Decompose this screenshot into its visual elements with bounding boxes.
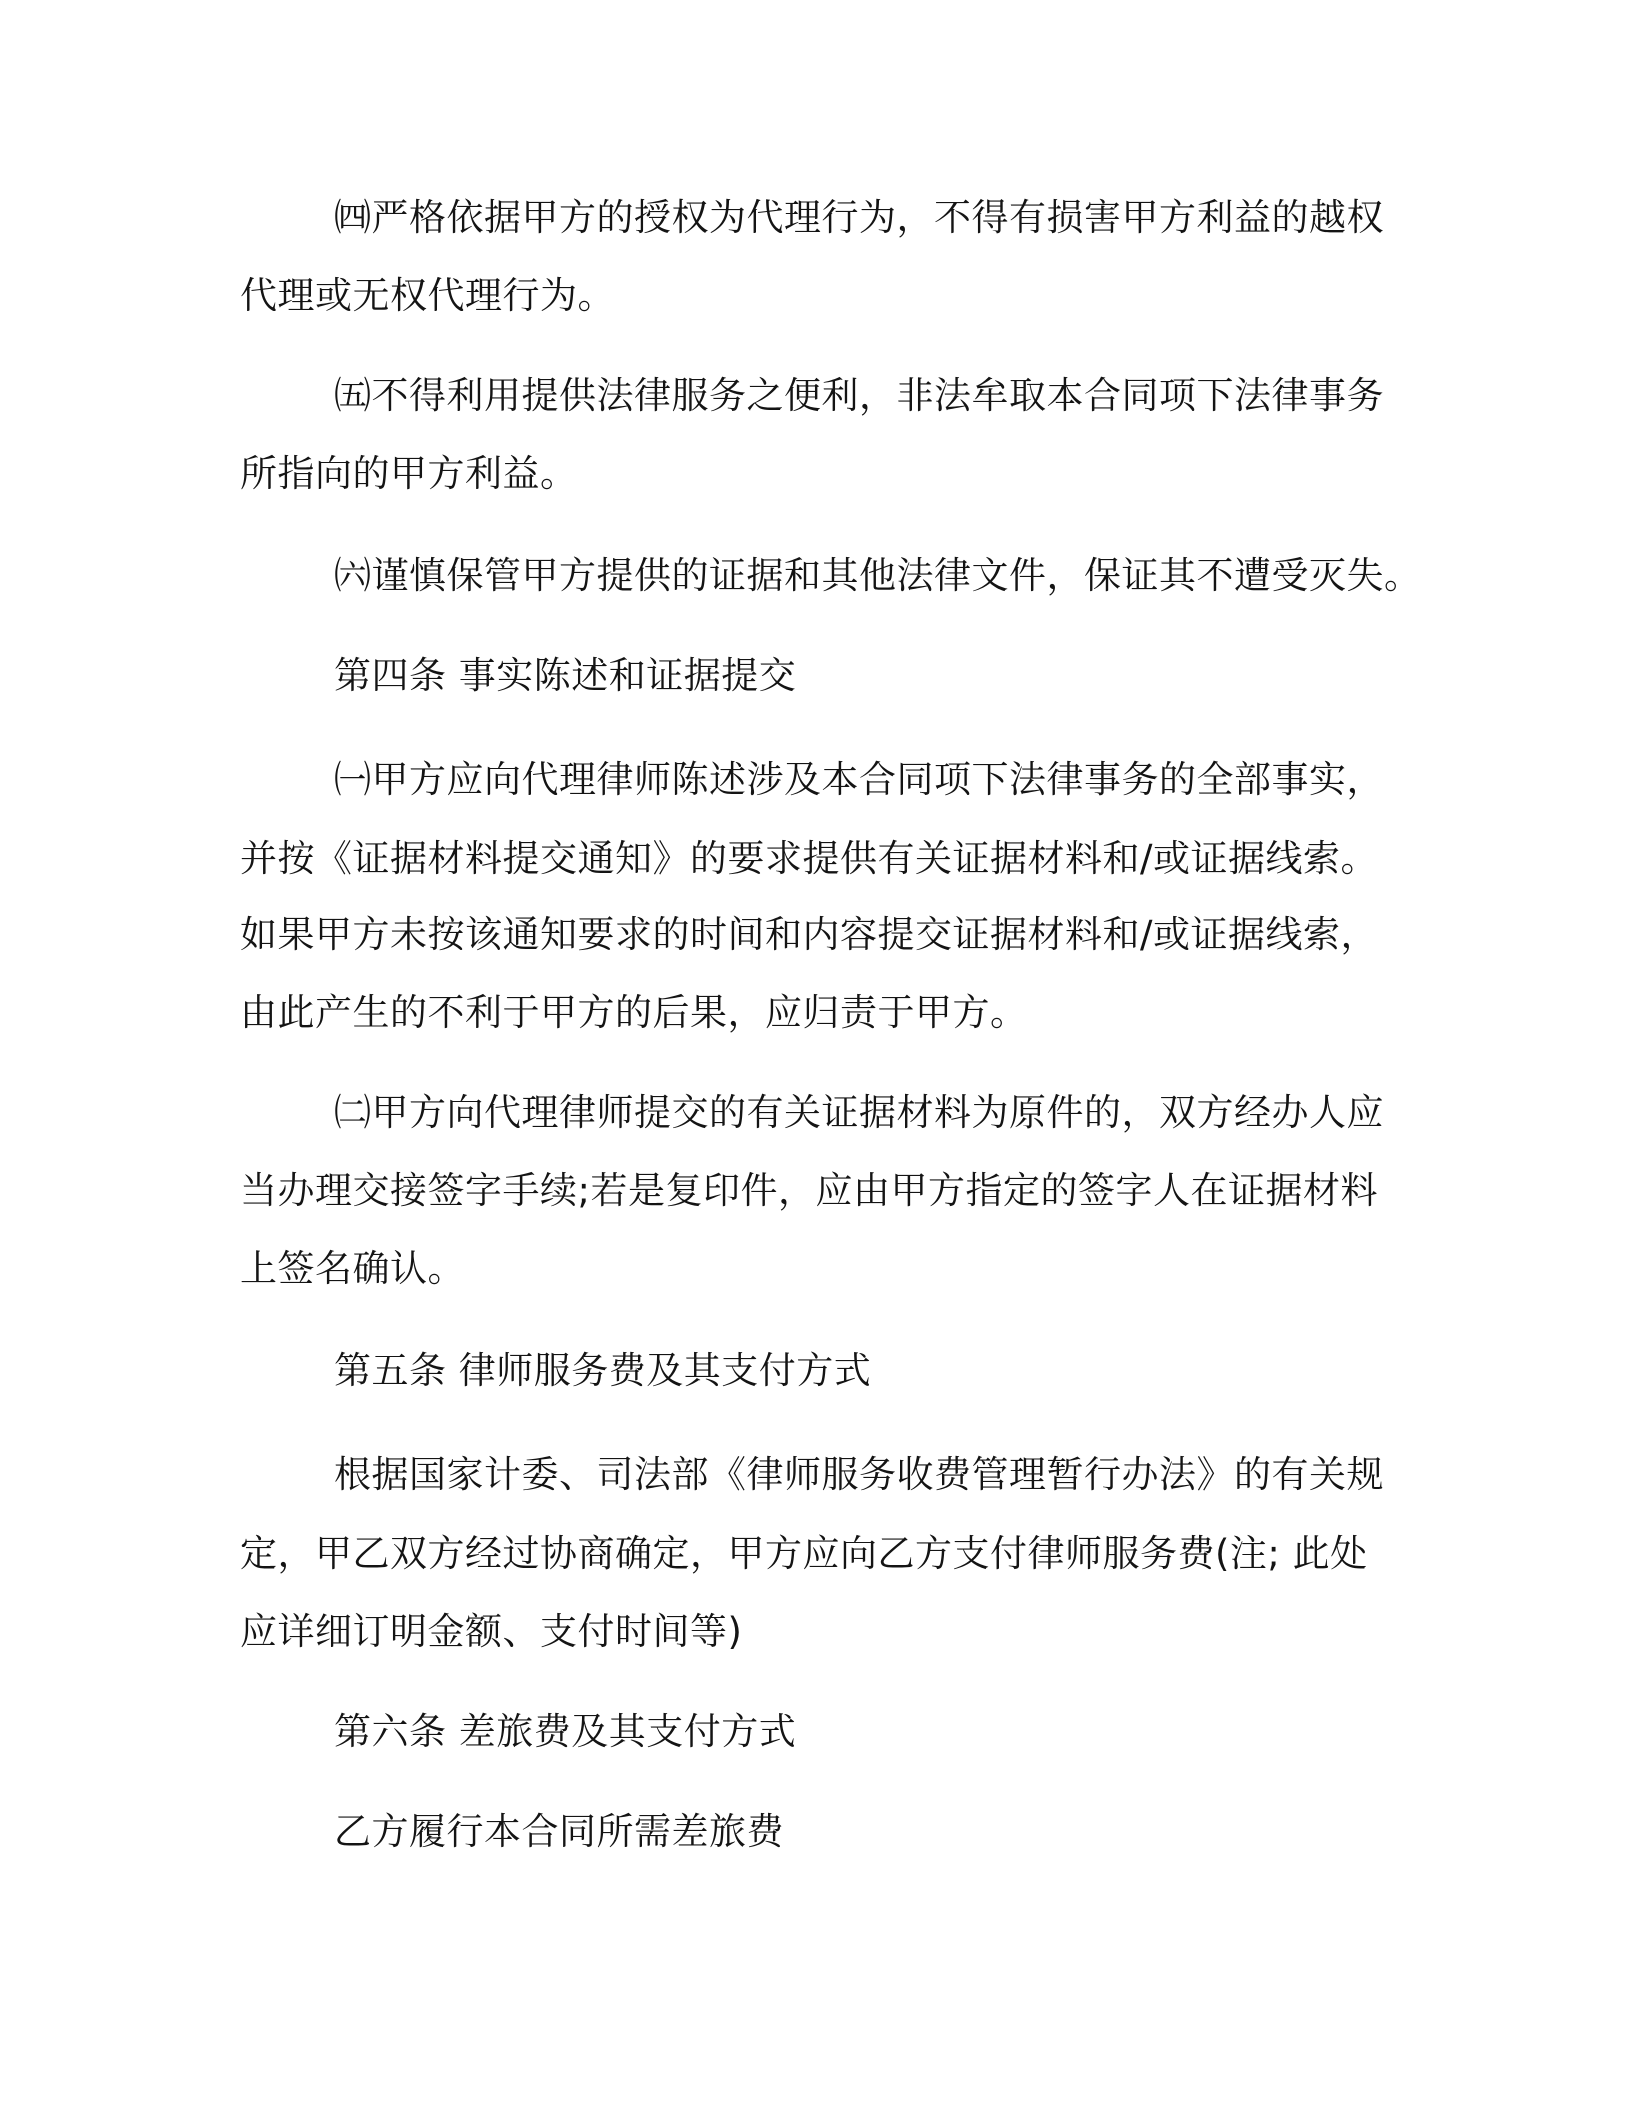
- article-5-heading: 第五条 律师服务费及其支付方式: [334, 1349, 872, 1392]
- article-4-item-1-line-2: 并按《证据材料提交通知》的要求提供有关证据材料和/或证据线索。: [240, 837, 1378, 880]
- article-4-item-2-line-3: 上签名确认。: [240, 1247, 465, 1290]
- clause-3-item-6-line-1: ㈥谨慎保管甲方提供的证据和其他法律文件，保证其不遭受灭失。: [334, 554, 1422, 597]
- article-4-item-2-line-2: 当办理交接签字手续;若是复印件，应由甲方指定的签字人在证据材料: [240, 1169, 1378, 1212]
- clause-3-item-4-line-1: ㈣严格依据甲方的授权为代理行为，不得有损害甲方利益的越权: [334, 196, 1384, 239]
- clause-3-item-4-line-2: 代理或无权代理行为。: [240, 274, 615, 317]
- article-6-body-line-1: 乙方履行本合同所需差旅费: [334, 1810, 784, 1853]
- article-4-item-1-line-1: ㈠甲方应向代理律师陈述涉及本合同项下法律事务的全部事实，: [334, 758, 1384, 801]
- article-5-body-line-3: 应详细订明金额、支付时间等): [240, 1610, 743, 1653]
- article-4-item-2-line-1: ㈡甲方向代理律师提交的有关证据材料为原件的，双方经办人应: [334, 1091, 1384, 1134]
- article-5-body-line-1: 根据国家计委、司法部《律师服务收费管理暂行办法》的有关规: [334, 1453, 1384, 1496]
- article-5-body-line-2: 定，甲乙双方经过协商确定，甲方应向乙方支付律师服务费(注; 此处: [240, 1532, 1368, 1575]
- article-4-heading: 第四条 事实陈述和证据提交: [334, 654, 797, 697]
- article-4-item-1-line-4: 由此产生的不利于甲方的后果，应归责于甲方。: [240, 991, 1028, 1034]
- article-4-item-1-line-3: 如果甲方未按该通知要求的时间和内容提交证据材料和/或证据线索，: [240, 913, 1378, 956]
- article-6-heading: 第六条 差旅费及其支付方式: [334, 1710, 797, 1753]
- clause-3-item-5-line-1: ㈤不得利用提供法律服务之便利，非法牟取本合同项下法律事务: [334, 374, 1384, 417]
- clause-3-item-5-line-2: 所指向的甲方利益。: [240, 452, 578, 495]
